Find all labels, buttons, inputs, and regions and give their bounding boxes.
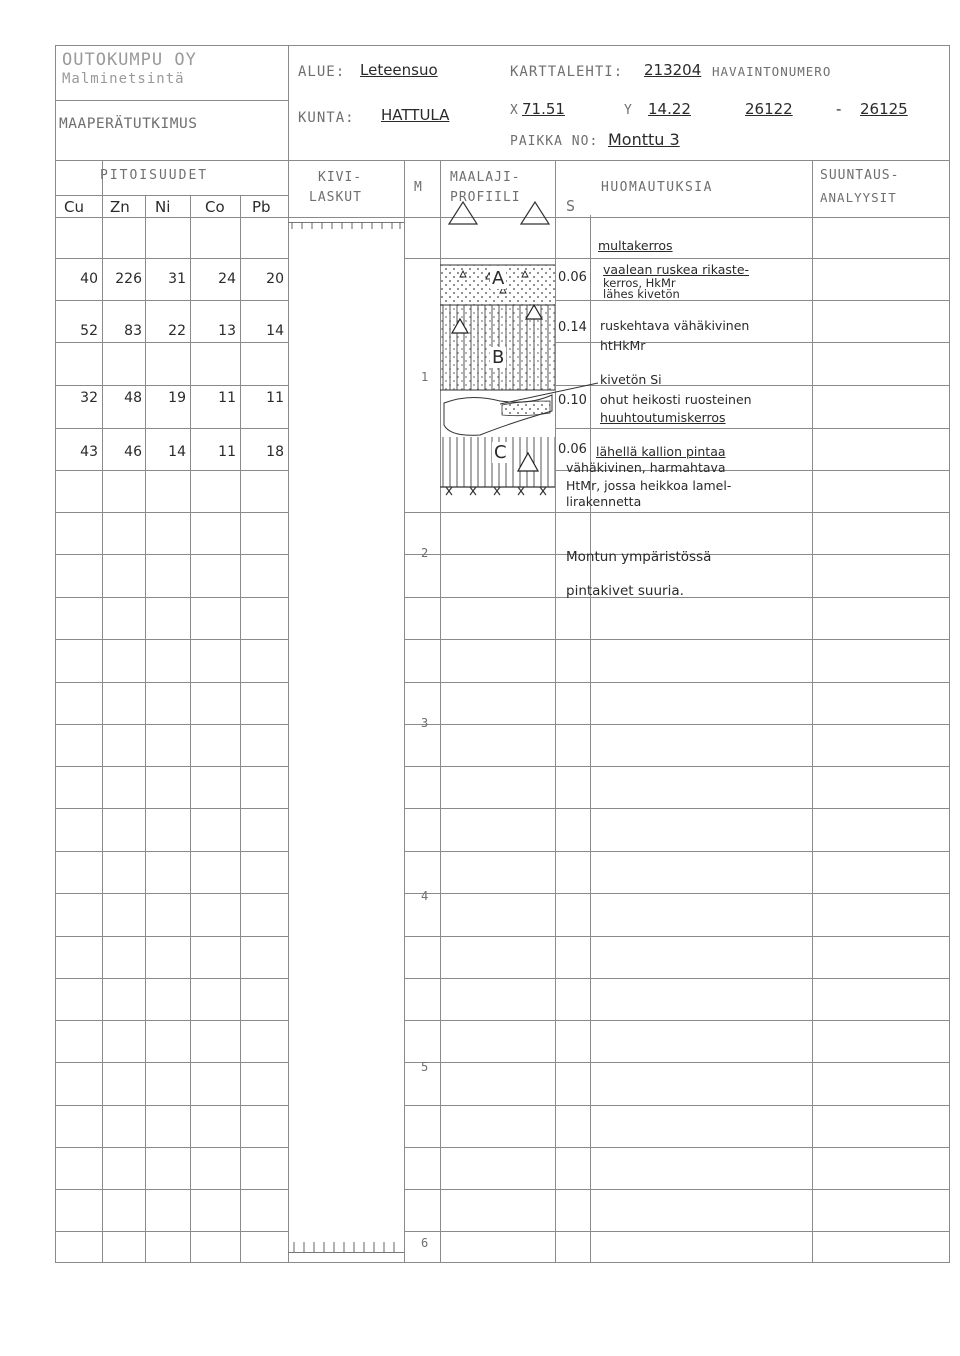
remark-line: multakerros [598, 238, 673, 253]
survey-type: MAAPERÄTUTKIMUS [59, 116, 198, 132]
kivilaskut-header-line2: LASKUT [309, 190, 362, 205]
s-header: S [566, 197, 577, 215]
pb-value: 11 [266, 390, 284, 406]
s-value: 0.06 [558, 270, 587, 285]
kunta-value: HATTULA [381, 106, 450, 124]
depth-mark: 5 [421, 1060, 430, 1074]
ni-value: 14 [168, 444, 186, 460]
alue-label: ALUE: [298, 64, 346, 80]
paikka-label: PAIKKA NO: [510, 134, 599, 149]
depth-mark: 3 [421, 716, 430, 730]
remark-line: vähäkivinen, harmahtava [566, 460, 726, 475]
ni-value: 19 [168, 390, 186, 406]
depth-ruler-bottom [288, 1240, 404, 1254]
pb-value: 20 [266, 271, 284, 287]
s-value: 0.10 [558, 393, 587, 408]
depth-mark: 4 [421, 889, 430, 903]
observation-number-dash: - [836, 100, 842, 118]
element-zn: Zn [110, 198, 130, 216]
pb-value: 18 [266, 444, 284, 460]
remark-line: kerros, HkMr [603, 276, 676, 290]
huomautuksia-header: HUOMAUTUKSIA [601, 180, 713, 195]
depth-m-header: M [414, 180, 423, 195]
remark-line: pintakivet suuria. [566, 583, 684, 599]
x-value: 71.51 [522, 100, 565, 118]
element-cu: Cu [64, 198, 84, 216]
karttalehti-label: KARTTALEHTI: [510, 64, 624, 80]
remark-line: ruskehtava vähäkivinen [600, 318, 750, 333]
remark-line: vaalean ruskea rikaste- [603, 262, 750, 277]
co-value: 11 [218, 444, 236, 460]
element-ni: Ni [155, 198, 171, 216]
cu-value: 43 [80, 444, 98, 460]
cu-value: 52 [80, 323, 98, 339]
suuntaus-header-line2: ANALYYSIT [820, 190, 897, 205]
zn-value: 46 [124, 444, 142, 460]
s-value: 0.06 [558, 442, 587, 457]
depth-ruler-top [288, 218, 404, 230]
profile-triangle-icons [445, 196, 555, 226]
co-value: 11 [218, 390, 236, 406]
s-value: 0.14 [558, 320, 587, 335]
suuntaus-header-line1: SUUNTAUS- [820, 168, 900, 183]
x-label: X [510, 103, 519, 118]
observation-number-from: 26122 [745, 100, 793, 118]
remark-line: lähellä kallion pintaa [596, 444, 726, 459]
pitoisuudet-header: PITOISUUDET [100, 168, 209, 183]
element-co: Co [205, 198, 225, 216]
kunta-label: KUNTA: [298, 110, 355, 126]
observation-number-to: 26125 [860, 100, 908, 118]
pb-value: 14 [266, 323, 284, 339]
remark-line: huuhtoutumiskerros [600, 410, 726, 425]
y-label: Y [624, 103, 633, 118]
karttalehti-value: 213204 [644, 61, 702, 79]
depth-mark: 6 [421, 1236, 430, 1250]
element-pb: Pb [252, 198, 271, 216]
remark-line: lähes kivetön [603, 287, 680, 301]
company-name: OUTOKUMPU OY [62, 50, 197, 70]
remark-line: Montun ympäristössä [566, 549, 712, 565]
ni-value: 22 [168, 323, 186, 339]
alue-value: Leteensuo [360, 61, 438, 79]
cu-value: 32 [80, 390, 98, 406]
layer-label-b: B [492, 347, 505, 368]
y-value: 14.22 [648, 100, 691, 118]
zn-value: 83 [124, 323, 142, 339]
paikka-value: Monttu 3 [608, 130, 680, 149]
remark-line: htHkMr [600, 338, 646, 353]
co-value: 24 [218, 271, 236, 287]
zn-value: 226 [115, 271, 142, 287]
maalaji-header-line1: MAALAJI- [450, 170, 521, 185]
cu-value: 40 [80, 271, 98, 287]
co-value: 13 [218, 323, 236, 339]
kivilaskut-header-line1: KIVI- [318, 170, 363, 185]
zn-value: 48 [124, 390, 142, 406]
havaintonumero-label: HAVAINTONUMERO [712, 64, 832, 79]
depth-mark: 2 [421, 546, 430, 560]
maalaji-header-line2: PROFIILI [450, 190, 521, 205]
layer-label-c: C [494, 442, 507, 463]
remark-line: lirakennetta [566, 494, 642, 509]
company-department: Malminetsintä [62, 71, 185, 87]
remark-line: kivetön Si [600, 372, 662, 387]
layer-label-a: A [492, 268, 505, 289]
remark-line: HtMr, jossa heikkoa lamel- [566, 478, 732, 493]
depth-mark: 1 [421, 370, 430, 384]
ni-value: 31 [168, 271, 186, 287]
remark-line: ohut heikosti ruosteinen [600, 392, 752, 407]
